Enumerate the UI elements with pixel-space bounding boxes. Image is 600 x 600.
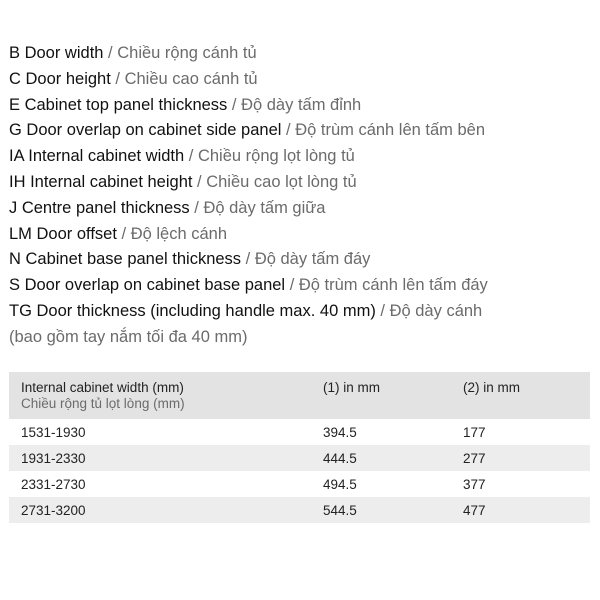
legend-item-separator: /: [110, 69, 125, 88]
table-header-row: [9, 372, 590, 419]
dimension-legend: [9, 41, 591, 351]
legend-item-ih: [9, 170, 591, 196]
table-row: [9, 445, 590, 471]
cell-range: 1531-1930: [21, 424, 86, 440]
cell-value-2: 177: [463, 424, 486, 440]
legend-item-translation: Độ lệch cánh: [130, 224, 227, 243]
header-internal-width-vi: Chiều rộng tủ lọt lòng (mm): [21, 396, 185, 411]
cell-value-1: 394.5: [323, 424, 357, 440]
legend-item-separator: /: [189, 198, 204, 217]
legend-item-c: [9, 67, 591, 93]
legend-item-translation: Độ trùm cánh lên tấm đáy: [298, 276, 488, 295]
cell-value-2: 277: [463, 450, 486, 466]
table-row: [9, 419, 590, 445]
legend-item-label: C Door height: [9, 69, 111, 88]
legend-item-separator: /: [375, 301, 390, 320]
legend-item-translation: Độ dày tấm giữa: [203, 198, 326, 217]
legend-item-separator: /: [184, 147, 198, 166]
legend-item-tg: [9, 299, 591, 325]
cell-value-1: 444.5: [323, 450, 357, 466]
legend-item-label: TG Door thickness (including handle max. 40 mm): [9, 301, 376, 320]
legend-item-label: J Centre panel thickness: [9, 198, 190, 217]
legend-item-translation: Chiều cao lọt lòng tủ: [206, 172, 357, 191]
legend-item-tg-continuation: (bao gồm tay nắm tối đa 40 mm): [9, 327, 248, 346]
cabinet-width-table: [9, 372, 590, 523]
legend-item-separator: /: [285, 276, 299, 295]
header-internal-width: [9, 372, 323, 419]
table-row: [9, 471, 590, 497]
cell-value-2: 377: [463, 476, 486, 492]
cell-value-1: 544.5: [323, 502, 357, 518]
legend-item-translation: Chiều rộng cánh tủ: [117, 44, 257, 62]
legend-item-label: IH Internal cabinet height: [9, 172, 193, 191]
legend-item-translation: Độ trùm cánh lên tấm bên: [295, 121, 486, 140]
header-internal-width-en: Internal cabinet width (mm): [21, 380, 184, 395]
legend-item-label: LM Door offset: [9, 224, 117, 243]
cell-value-2: 477: [463, 502, 486, 518]
header-col-2: (2) in mm: [463, 380, 520, 395]
legend-item-b: [9, 41, 591, 67]
legend-item-translation: Chiều rộng lọt lòng tủ: [197, 147, 355, 166]
legend-item-translation: Độ dày tấm đỉnh: [241, 95, 362, 114]
legend-item-s: [9, 273, 591, 299]
cell-range: 2331-2730: [21, 476, 86, 492]
legend-item-translation: Chiều cao cánh tủ: [124, 69, 258, 88]
legend-item-separator: /: [241, 250, 255, 269]
legend-item-separator: /: [227, 95, 242, 114]
legend-item-label: S Door overlap on cabinet base panel: [9, 276, 286, 295]
cell-value-1: 494.5: [323, 476, 357, 492]
legend-item-separator: /: [103, 44, 118, 62]
legend-item-label: E Cabinet top panel thickness: [9, 95, 228, 114]
table-row: [9, 497, 590, 523]
legend-item-label: IA Internal cabinet width: [9, 147, 185, 166]
legend-item-translation: Độ dày cánh: [389, 301, 483, 320]
legend-item-j: [9, 196, 591, 222]
legend-item-g: [9, 118, 591, 144]
cell-range: 2731-3200: [21, 502, 86, 518]
legend-item-n: [9, 247, 591, 273]
legend-item-ia: [9, 144, 591, 170]
legend-item-separator: /: [281, 121, 296, 140]
legend-item-label: B Door width: [9, 44, 104, 62]
legend-item-e: [9, 93, 591, 119]
legend-item-label: G Door overlap on cabinet side panel: [9, 121, 282, 140]
header-col-1: (1) in mm: [323, 380, 380, 395]
legend-item-label: N Cabinet base panel thickness: [9, 250, 242, 269]
legend-item-separator: /: [116, 224, 131, 243]
cell-range: 1931-2330: [21, 450, 86, 466]
legend-item-translation: Độ dày tấm đáy: [254, 250, 371, 269]
legend-item-separator: /: [192, 172, 207, 191]
legend-item-lm: [9, 222, 591, 248]
